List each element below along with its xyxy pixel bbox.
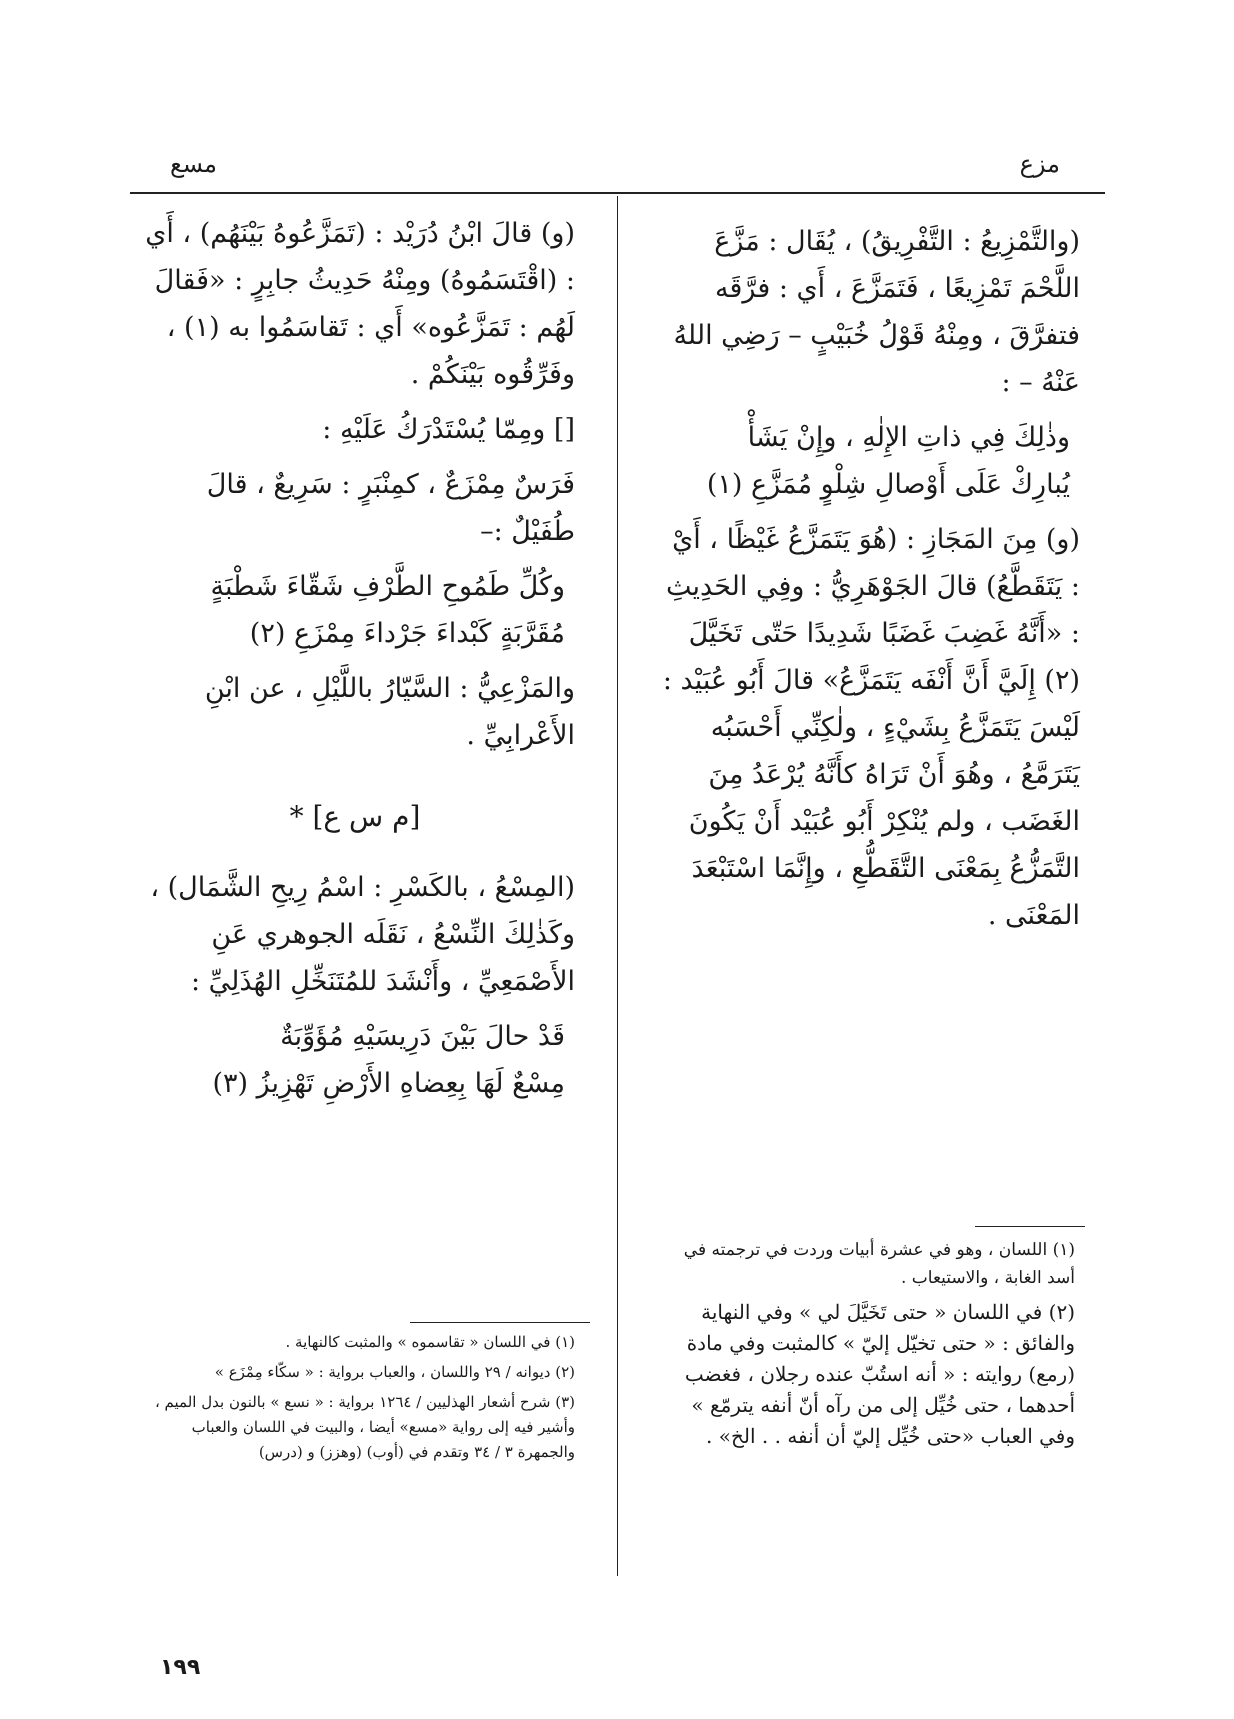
footnotes-left [135, 1330, 575, 1470]
footnote: (١) في اللسان « تقاسموه » والمثبت كالنهاية . [285, 1333, 575, 1351]
entry-heading: [م س ع] * [289, 800, 421, 833]
right-column [655, 218, 1080, 947]
paragraph: فَرَسٌ مِمْزَعٌ ، كمِنْبَرٍ : سَرِيعٌ ، قالَ طُفَيْلٌ :– [206, 469, 575, 547]
verse-hemistich: قَدْ حالَ بَيْنَ دَرِيسَيْهِ مُؤَوِّبَةٌ [280, 1021, 565, 1052]
paragraph: (المِسْعُ ، بالكَسْرِ : اسْمُ رِيحِ الشَّمَال) ، وكَذٰلِكَ النِّسْعُ ، نَقَلَه الجوهري عَنِ الأَصْمَعِيِّ ، وأَنْشَدَ للمُتَنَخِّلِ الهُذَلِيِّ : [150, 872, 575, 997]
left-column [135, 210, 575, 1115]
footnote: (٢) في اللسان « حتى تَخَيَّلَ لي » وفي النهاية والفائق : « حتى تخيّل إليّ » كالمثبت وفي مادة (رمع) روايته : « أنه استُبّ عنده رجلان ، فغضب أحدهما ، حتى خُيِّل إلى من رآه أنّ أنفه يترمّع » وفي العباب «حتى خُيِّل إليّ أن أنفه . . الخ» . [684, 1300, 1075, 1448]
verse-hemistich: وذٰلِكَ فِي ذاتِ الإِلٰهِ ، وإِنْ يَشَأْ [747, 422, 1070, 453]
paragraph: (و) قالَ ابْنُ دُرَيْد : (تَمَزَّعُوهُ بَيْنَهُم) ، أَي : (اقْتَسَمُوهُ) ومِنْهُ حَدِيثُ جابِرٍ : «فَقالَ لَهُم : تَمَزَّعُوه» أَي : تَقاسَمُوا به (١) ، وفَرِّقُوه بَيْنَكُمْ . [145, 218, 575, 390]
footnotes-right [655, 1236, 1075, 1457]
footnote: (١) اللسان ، وهو في عشرة أبيات وردت في ترجمته في أسد الغابة ، والاستيعاب . [683, 1240, 1075, 1288]
verse-hemistich: يُبارِكْ عَلَى أَوْصالِ شِلْوٍ مُمَزَّعِ (١) [706, 469, 1070, 500]
verse-hemistich: وكُلِّ طَمُوحِ الطَّرْفِ شَقّاءَ شَطْبَةٍ [210, 571, 565, 602]
footnote-rule [975, 1226, 1085, 1227]
running-header-left: مسع [170, 150, 218, 178]
verse-hemistich: مُقَرَّبَةٍ كَبْداءَ جَرْداءَ مِمْزَعِ (٢) [249, 618, 565, 649]
header-rule [130, 192, 1105, 194]
paragraph: والمَزْعِيُّ : السَّيّارُ باللَّيْلِ ، عن ابْنِ الأَعْرابِيِّ . [204, 673, 575, 751]
paragraph: (و) مِنَ المَجَازِ : (هُوَ يَتَمَزَّعُ غَيْظًا ، أَيْ : يَتَقَطَّعُ) قالَ الجَوْهَرِيُّ : وفِي الحَدِيثِ : «أَنَّهُ غَضِبَ غَضَبًا شَدِيدًا حَتّى تَخَيَّلَ (٢) إِلَيَّ أَنَّ أَنْفَه يَتَمَزَّعُ» قالَ أَبُو عُبَيْد : لَيْسَ يَتَمَزَّعُ بِشَيْءٍ ، ولٰكِنِّي أَحْسَبُه يَتَرَمَّعُ ، وهُوَ أَنْ تَرَاهُ كأَنَّهُ يُرْعَدُ مِنَ الغَضَب ، ولم يُنْكِرْ أَبُو عُبَيْد أَنْ يَكُونَ التَّمَزُّعُ بِمَعْنَى التَّقَطُّعِ ، وإِنَّمَا اسْتَبْعَدَ المَعْنَى . [662, 524, 1080, 931]
footnote: (٢) ديوانه / ٢٩ واللسان ، والعباب برواية : « سكّاء مِمْزَع » [214, 1363, 575, 1381]
paragraph: (والتَّمْزِيعُ : التَّفْرِيقُ) ، يُقَال : مَزَّعَ اللَّحْمَ تَمْزِيعًا ، فَتَمَزَّعَ ، أَي : فرَّقَه فتفرَّقَ ، ومِنْهُ قَوْلُ خُبَيْبٍ – رَضِي اللهُ عَنْهُ – : [673, 226, 1080, 398]
verse [655, 414, 1080, 508]
page-number: ١٩٩ [160, 1655, 201, 1680]
verse [135, 1013, 575, 1107]
verse [135, 563, 575, 657]
footnote-rule [410, 1322, 590, 1323]
verse-hemistich: مِسْعٌ لَهَا بِعِضاهِ الأَرْضِ تَهْزِيزُ (٣) [212, 1068, 565, 1099]
running-header-right: مزع [1019, 150, 1060, 178]
column-divider [617, 196, 618, 1576]
paragraph: [] ومِمّا يُسْتَدْرَكُ عَلَيْهِ : [322, 414, 575, 445]
footnote: (٣) شرح أشعار الهذليين / ١٢٦٤ برواية : « نسع » بالنون بدل الميم ، وأشير فيه إلى رواية «مسع» أيضا ، والبيت في اللسان والعباب والجمهرة ٣ / ٣٤ وتقدم في (أوب) (وهزز) و (درس) [154, 1393, 575, 1461]
